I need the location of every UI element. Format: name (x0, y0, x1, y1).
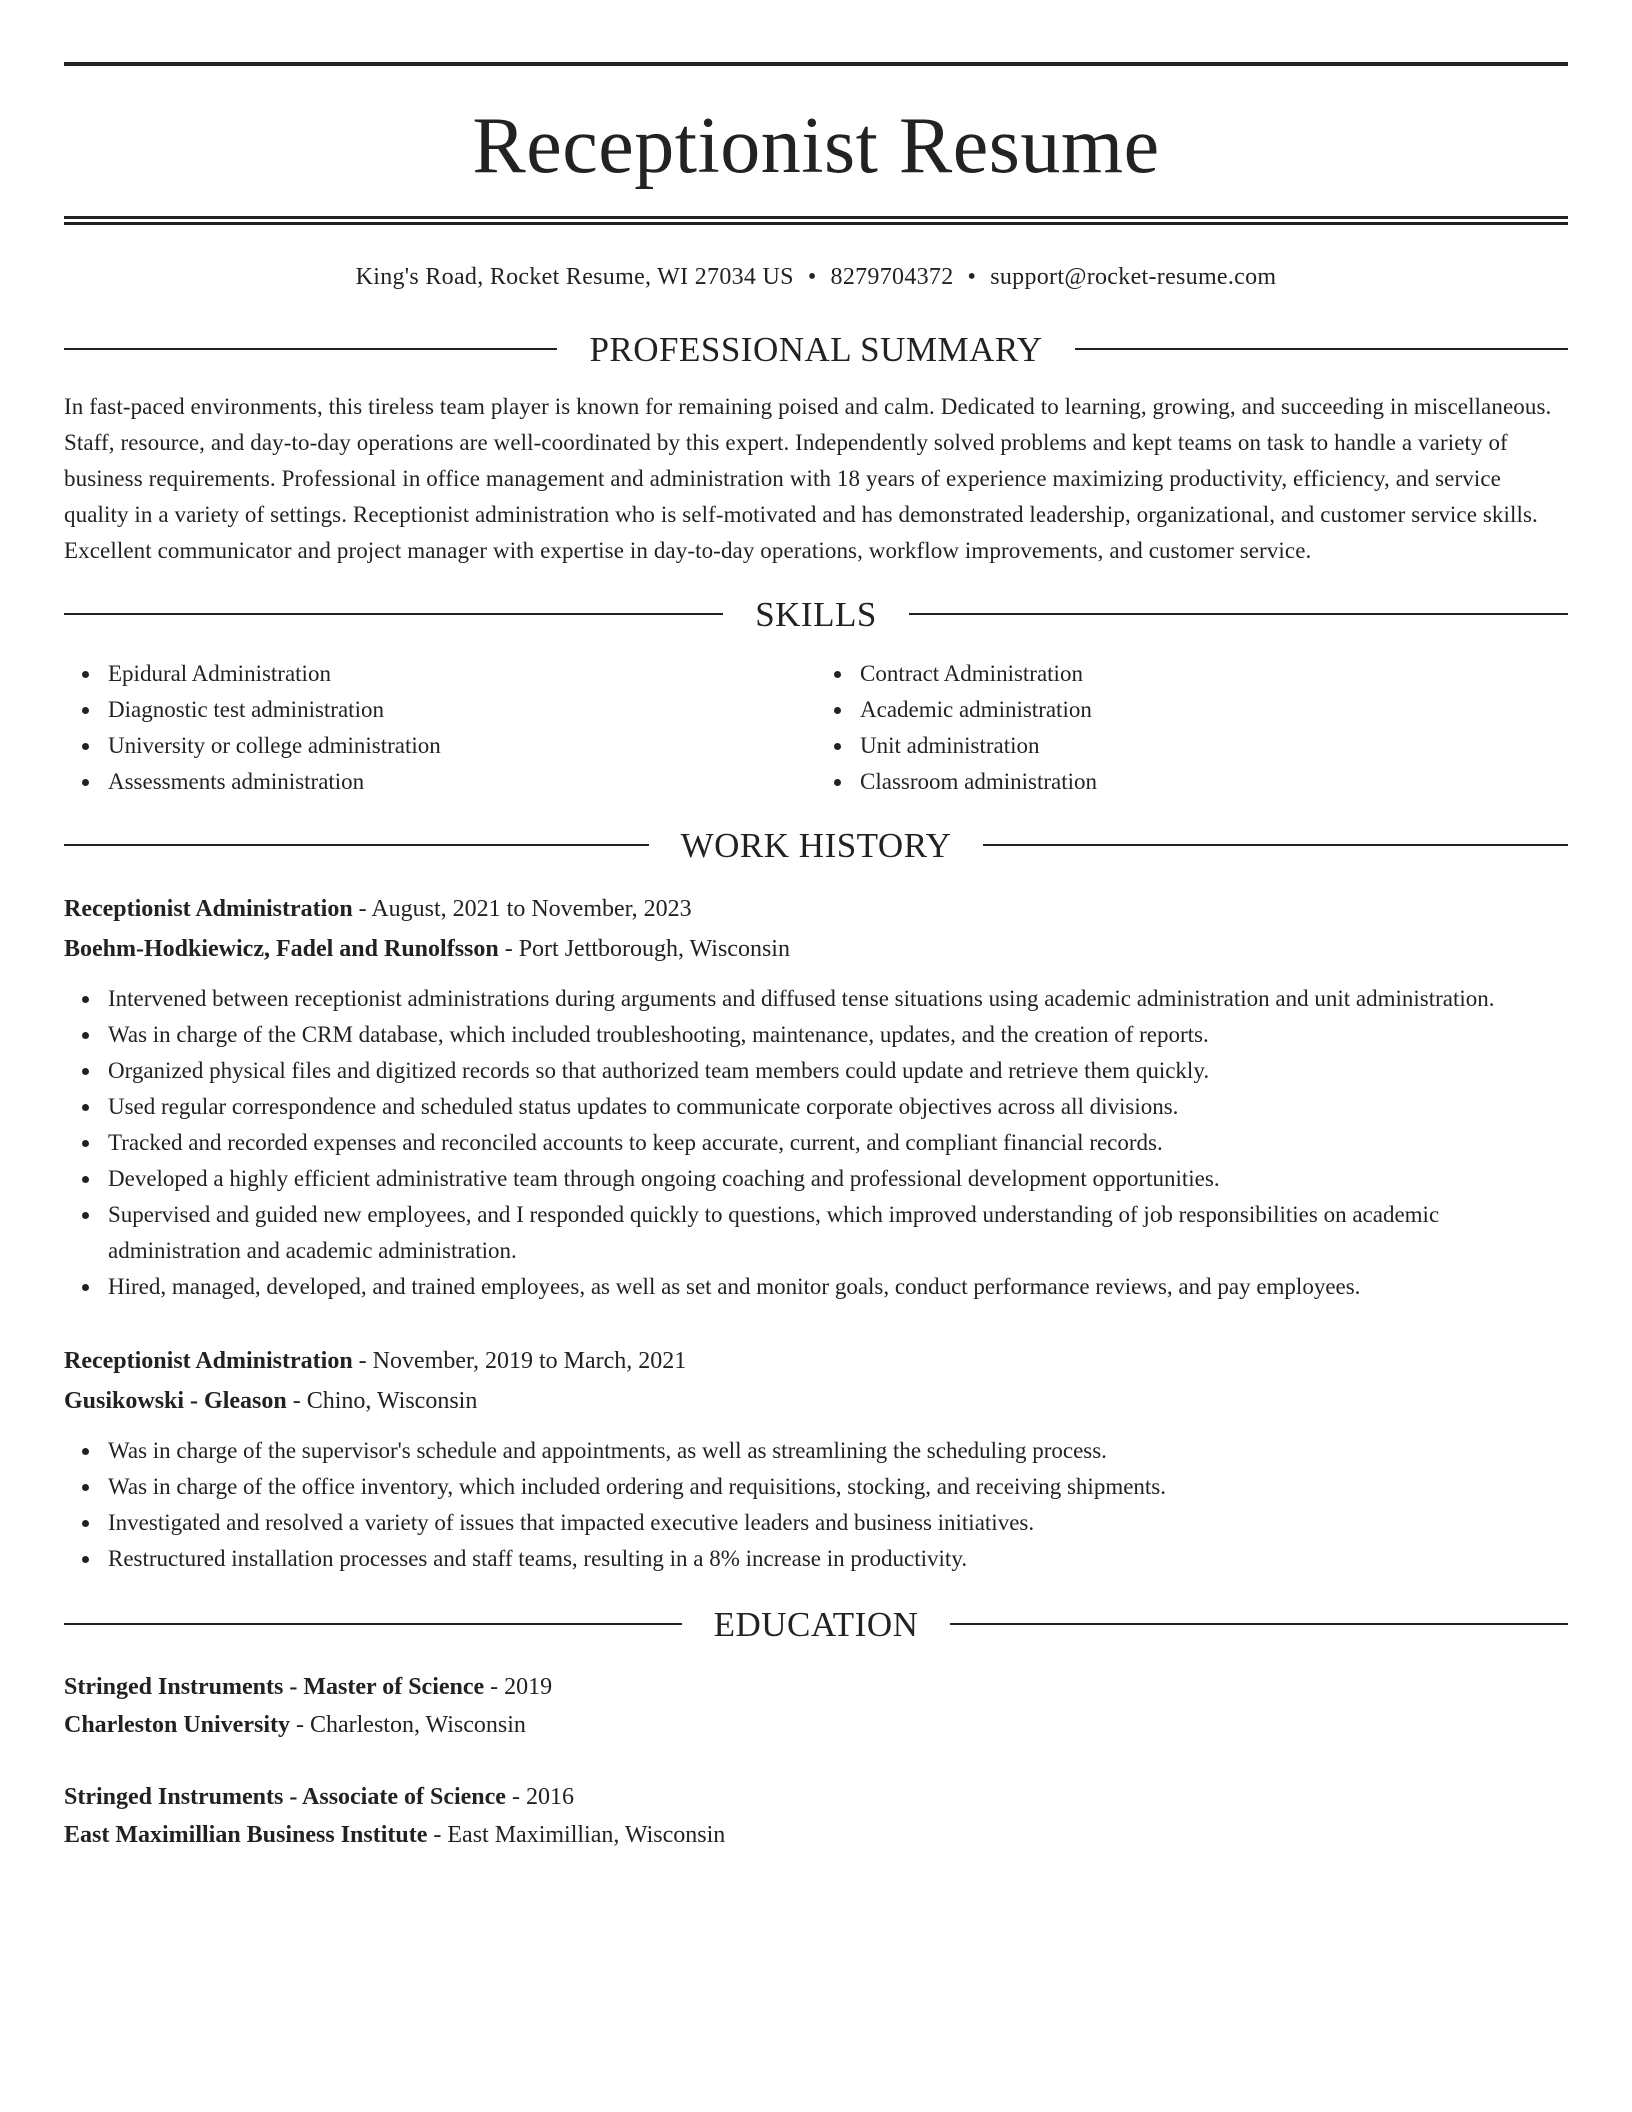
education-location: - East Maximillian, Wisconsin (427, 1821, 726, 1848)
resume-title: Receptionist Resume (472, 102, 1160, 190)
skills-column-left (64, 656, 816, 800)
summary-heading: PROFESSIONAL SUMMARY (589, 329, 1043, 369)
section-rule (64, 1623, 682, 1625)
job-bullet: Was in charge of the supervisor's schedule and appointments, as well as streamlining the scheduling process. (108, 1433, 1568, 1469)
education-year: - 2019 (484, 1673, 553, 1700)
education-entry (64, 1668, 1568, 1744)
contact-email: support@rocket-resume.com (990, 264, 1277, 290)
job-bullets (64, 981, 1568, 1305)
education-location: - Charleston, Wisconsin (289, 1711, 526, 1738)
job-bullet: Supervised and guided new employees, and I responded quickly to questions, which improved understanding of job responsibilities on academic administration and academic administration. (108, 1197, 1568, 1269)
job-title-line (64, 889, 1568, 929)
skills-column-right (816, 656, 1568, 800)
job-bullet: Was in charge of the office inventory, which included ordering and requisitions, stocking, and receiving shipments. (108, 1469, 1568, 1505)
education-degree: Stringed Instruments - Master of Science (64, 1673, 485, 1700)
education-degree: Stringed Instruments - Associate of Science (64, 1783, 506, 1810)
contact-separator: • (967, 264, 977, 290)
summary-text: In fast-paced environments, this tireless team player is known for remaining poised and calm. Dedicated to learning, growing, and succeeding in miscellaneous. Staff, resource, and day-to-day operations are well-coordinated by this expert. Independently solved problems and kept teams on task to handle a variety of business requirements. Professional in office management and administration with 18 years of experience maximizing productivity, efficiency, and service quality in a variety of settings. Receptionist administration who is self-motivated and has demonstrated leadership, organizational, and customer service skills. Excellent communicator and project manager with expertise in day-to-day operations, workflow improvements, and customer service. (64, 393, 1552, 563)
skill-item: University or college administration (108, 728, 816, 764)
skill-item: Classroom administration (860, 764, 1568, 800)
job-entry (64, 889, 1568, 1305)
job-dates: - November, 2019 to March, 2021 (352, 1347, 687, 1374)
job-bullet: Used regular correspondence and scheduled status updates to communicate corporate objectives across all divisions. (108, 1089, 1568, 1125)
skill-item: Assessments administration (108, 764, 816, 800)
section-rule (983, 844, 1568, 846)
summary-section-header (64, 329, 1568, 369)
skill-item: Academic administration (860, 692, 1568, 728)
contact-separator: • (807, 264, 817, 290)
contact-phone: 8279704372 (830, 264, 954, 290)
section-rule (1075, 348, 1568, 350)
skills-list (64, 656, 1568, 800)
work-section-header (64, 825, 1568, 865)
education-school-line (64, 1816, 1568, 1854)
education-school: Charleston University (64, 1711, 290, 1738)
education-entry (64, 1778, 1568, 1854)
job-bullet: Investigated and resolved a variety of issues that impacted executive leaders and business initiatives. (108, 1505, 1568, 1541)
title-double-rule (64, 216, 1568, 225)
education-year: - 2016 (505, 1783, 574, 1810)
job-bullet: Organized physical files and digitized records so that authorized team members could update and retrieve them quickly. (108, 1053, 1568, 1089)
skill-item: Epidural Administration (108, 656, 816, 692)
job-bullet: Tracked and recorded expenses and reconciled accounts to keep accurate, current, and compliant financial records. (108, 1125, 1568, 1161)
skill-item: Unit administration (860, 728, 1568, 764)
education-school: East Maximillian Business Institute (64, 1821, 428, 1848)
education-degree-line (64, 1778, 1568, 1816)
job-dates: - August, 2021 to November, 2023 (352, 895, 692, 922)
job-bullet: Intervened between receptionist administrations during arguments and diffused tense situations using academic administration and unit administration. (108, 981, 1568, 1017)
job-company: Boehm-Hodkiewicz, Fadel and Runolfsson (64, 935, 499, 962)
job-bullet: Restructured installation processes and staff teams, resulting in a 8% increase in productivity. (108, 1541, 1568, 1577)
job-title: Receptionist Administration (64, 895, 353, 922)
job-bullet: Developed a highly efficient administrative team through ongoing coaching and professional development opportunities. (108, 1161, 1568, 1197)
skills-heading: SKILLS (755, 594, 877, 634)
job-entry (64, 1341, 1568, 1577)
job-title-line (64, 1341, 1568, 1381)
work-heading: WORK HISTORY (680, 825, 952, 865)
contact-address: King's Road, Rocket Resume, WI 27034 US (355, 264, 794, 290)
skill-item: Contract Administration (860, 656, 1568, 692)
job-bullet: Was in charge of the CRM database, which included troubleshooting, maintenance, updates, and the creation of reports. (108, 1017, 1568, 1053)
contact-line (64, 263, 1568, 292)
section-rule (950, 1623, 1568, 1625)
section-rule (909, 613, 1568, 615)
job-company-line (64, 1381, 1568, 1421)
education-degree-line (64, 1668, 1568, 1706)
job-location: - Chino, Wisconsin (286, 1387, 478, 1414)
job-title: Receptionist Administration (64, 1347, 353, 1374)
section-rule (64, 844, 649, 846)
top-rule (64, 62, 1568, 66)
job-location: - Port Jettborough, Wisconsin (498, 935, 790, 962)
education-school-line (64, 1706, 1568, 1744)
job-company-line (64, 929, 1568, 969)
section-rule (64, 348, 557, 350)
section-rule (64, 613, 723, 615)
job-company: Gusikowski - Gleason (64, 1387, 287, 1414)
skills-section-header (64, 594, 1568, 634)
job-bullet: Hired, managed, developed, and trained employees, as well as set and monitor goals, conduct performance reviews, and pay employees. (108, 1269, 1568, 1305)
job-bullets (64, 1433, 1568, 1577)
skill-item: Diagnostic test administration (108, 692, 816, 728)
education-section-header (64, 1604, 1568, 1644)
education-heading: EDUCATION (713, 1604, 919, 1644)
